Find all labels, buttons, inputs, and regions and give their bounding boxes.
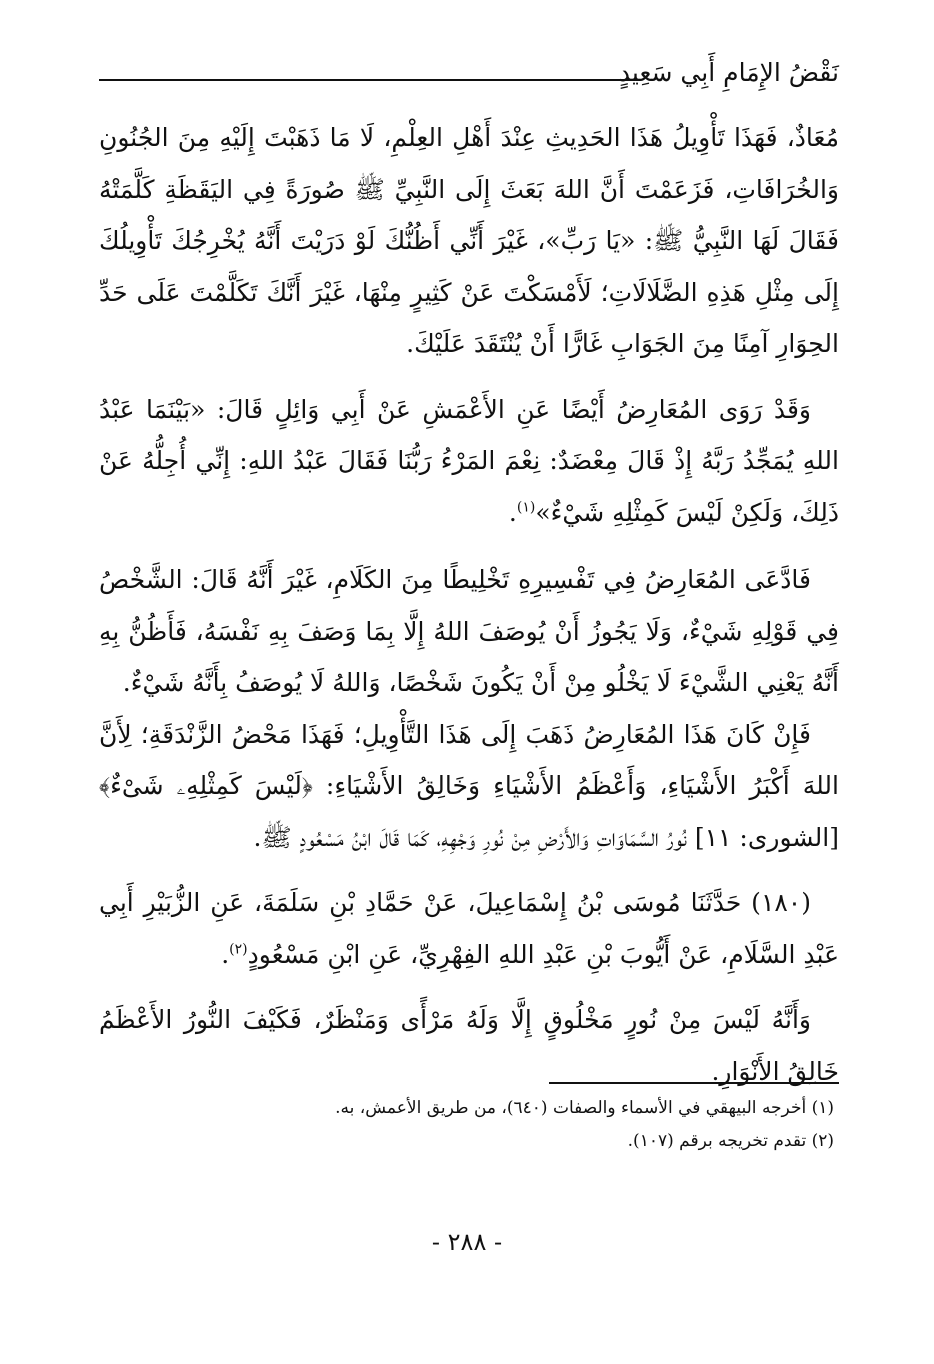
page-number: - ٢٨٨ - bbox=[431, 1228, 503, 1256]
paragraph-2: وَقَدْ رَوَى المُعَارِضُ أَيْضًا عَنِ الأَعْمَشِ عَنْ أَبِي وَائِلٍ قَالَ: «بَيْنَمَا عَبْدُ اللهِ يُمَجِّدُ رَبَّهُ إِذْ قَالَ مِعْضَدٌ: نِعْمَ المَرْءُ رَبُّنَا فَقَالَ عَبْدُ اللهِ: إِنِّي أُجِلُّهُ عَنْ ذَلِكَ، وَلَكِنْ لَيْسَ كَمِثْلِهِ شَيْءٌ»$^{(١)}$. bbox=[99, 394, 839, 527]
paragraph-5-text: (١٨٠) حَدَّثَنَا مُوسَى بْنُ إِسْمَاعِيلَ، عَنْ حَمَّادِ بْنِ سَلَمَةَ، عَنِ الزُّبَيْرِ أَبِي عَبْدِ السَّلَامِ، عَنْ أَيُّوبَ بْنِ عَبْدِ اللهِ الفِهْرِيِّ، عَنِ ابْنِ مَسْعُودٍ bbox=[99, 888, 839, 969]
paragraph-3: فَادَّعَى المُعَارِضُ فِي تَفْسِيرِهِ تَخْلِيطًا مِنَ الكَلَامِ، غَيْرَ أَنَّهُ قَالَ: الشَّخْصُ فِي قَوْلِهِ شَيْءٌ، وَلَا يَجُوزُ أَنْ يُوصَفَ اللهُ إِلَّا بِمَا وَصَفَ بِهِ نَفْسَهُ، فَأَظُنُّ بِهِ أَنَّهُ يَعْنِي الشَّيْءَ لَا يَخْلُو مِنْ أَنْ يَكُونَ شَخْصًا، وَاللهُ لَا يُوصَفُ بِأَنَّهُ شَيْءٌ. bbox=[99, 565, 839, 697]
paragraph-4: فَإِنْ كَانَ هَذَا المُعَارِضُ ذَهَبَ إِلَى هَذَا التَّأْوِيلِ؛ فَهَذَا مَحْضُ الزَّنْدَقَةِ؛ لِأَنَّ اللهَ أَكْبَرُ الأَشْيَاءِ، وَأَعْظَمُ الأَشْيَاءِ وَخَالِقُ الأَشْيَاءِ: ﴿لَيْسَ كَمِثْلِهِۦ شَىْءٌ﴾ [الشورى: ١١] نُورُ السَّمَاوَاتِ وَالأَرْضِ مِنْ نُورِ وَجْهِهِ، كَمَا قَالَ ابْنُ مَسْعُودٍ ﷺ. bbox=[99, 719, 839, 852]
paragraph-5: (١٨٠) حَدَّثَنَا مُوسَى بْنُ إِسْمَاعِيلَ، عَنْ حَمَّادِ بْنِ سَلَمَةَ، عَنِ الزُّبَيْرِ أَبِي عَبْدِ السَّلَامِ، عَنْ أَيُّوبَ بْنِ عَبْدِ اللهِ الفِهْرِيِّ، عَنِ ابْنِ مَسْعُودٍ$^{(٢)}$. bbox=[99, 888, 839, 969]
footnote-ref-2: (٢) bbox=[229, 941, 248, 958]
header-rule bbox=[99, 79, 639, 81]
paragraph-1: مُعَاذٌ، فَهَذَا تَأْوِيلُ هَذَا الحَدِيثِ عِنْدَ أَهْلِ العِلْمِ، لَا مَا ذَهَبْتَ إِلَيْهِ مِنَ الجُنُونِ وَالخُرَافَاتِ، فَزَعَمْتَ أَنَّ اللهَ بَعَثَ إِلَى النَّبِيِّ ﷺ صُورَةً فِي اليَقَظَةِ كَلَّمَتْهُ فَقَالَ لَهَا النَّبِيُّ ﷺ: «يَا رَبِّ»، غَيْرَ أَنِّي أَظُنُّكَ لَوْ دَرَيْتَ أَنَّهُ يُخْرِجُكَ تَأْوِيلُكَ إِلَى مِثْلِ هَذِهِ الضَّلَالَاتِ؛ لَأَمْسَكْتَ عَنْ كَثِيرٍ مِنْهَا، غَيْرَ أَنَّكَ تَكَلَّمْتَ عَلَى حَدِّ الحِوَارِ آمِنًا مِنَ الجَوَابِ غَارًّا أَنْ يُنْتَقَدَ عَلَيْكَ. bbox=[99, 123, 839, 358]
paragraph-2-text: وَقَدْ رَوَى المُعَارِضُ أَيْضًا عَنِ الأَعْمَشِ عَنْ أَبِي وَائِلٍ قَالَ: «بَيْنَمَا عَبْدُ اللهِ يُمَجِّدُ رَبَّهُ إِذْ قَالَ مِعْضَدٌ: نِعْمَ المَرْءُ رَبُّنَا فَقَالَ عَبْدُ اللهِ: إِنِّي أُجِلُّهُ عَنْ ذَلِكَ، وَلَكِنْ لَيْسَ كَمِثْلِهِ شَيْءٌ» bbox=[99, 394, 839, 527]
paragraph-6: وَأَنَّهُ لَيْسَ مِنْ نُورٍ مَخْلُوقٍ إِلَّا وَلَهُ مَرْأًى وَمَنْظَرٌ، فَكَيْفَ النُّورُ الأَعْظَمُ خَالِقُ الأَنْوَارِ. bbox=[99, 1005, 839, 1086]
footnote-1: (١) أخرجه البيهقي في الأسماء والصفات (٦٤٠)، من طريق الأعمش، به. bbox=[335, 1098, 834, 1118]
footnote-ref-1: (١) bbox=[516, 499, 536, 516]
running-header bbox=[99, 52, 839, 100]
footnote-2: (٢) تقدم تخريجه برقم (١٠٧). bbox=[627, 1131, 834, 1151]
footnotes bbox=[99, 1092, 834, 1158]
footnote-rule bbox=[549, 1082, 839, 1084]
body-text bbox=[99, 112, 839, 1097]
running-header-title: نَقْضُ الإِمَامِ أَبِي سَعِيدٍ bbox=[618, 58, 839, 87]
